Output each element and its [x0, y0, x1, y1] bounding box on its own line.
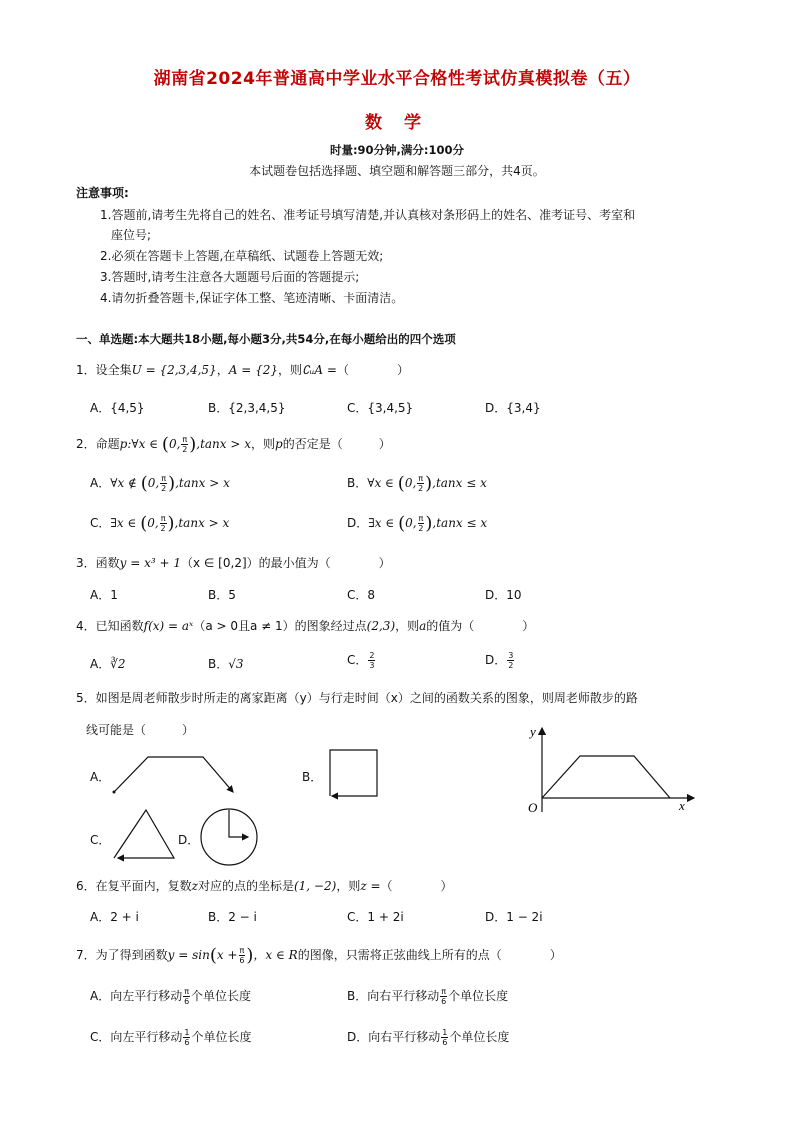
fraction — [181, 435, 188, 454]
exam-intro: 本试题卷包括选择题、填空题和解答题三部分，共4页。 — [249, 164, 545, 178]
q4-tail: 的值为（ ） — [426, 619, 535, 633]
right-paren: ) — [425, 473, 433, 494]
frac-num: π — [418, 474, 424, 483]
frac-num: π — [160, 514, 166, 523]
q7-stem: 7．为了得到函数 — [76, 948, 168, 962]
option-pre: ∃x ∈ — [368, 516, 395, 530]
right-paren: ) — [189, 434, 197, 455]
q7-tail: 的图像，只需将正弦曲线上所有的点（ ） — [297, 948, 562, 962]
q3-option-d[interactable]: D．10 — [485, 588, 522, 602]
left-paren: ( — [140, 513, 148, 534]
q1-stem: 1．设全集 — [76, 363, 132, 377]
q2-tail: 的否定是（ ） — [282, 437, 391, 451]
q1-option-a[interactable]: A．{4,5} — [90, 401, 145, 415]
origin-label: O — [528, 800, 538, 815]
q1-complement: ∁ᵤA = — [302, 363, 337, 377]
option-label: B． — [208, 657, 229, 671]
q4-point: (2,3) — [366, 619, 396, 633]
frac-num: 1 — [184, 1028, 190, 1037]
fraction — [507, 651, 514, 670]
q4-cond: （a > 0且a ≠ 1）的图象经过点 — [193, 619, 367, 633]
question-7 — [76, 945, 562, 966]
q4-stem: 4．已知函数 — [76, 619, 144, 633]
frac-num: π — [184, 987, 190, 996]
q2-p: p — [275, 437, 283, 451]
frac-den: 2 — [418, 524, 424, 533]
fraction — [368, 651, 375, 670]
q5-option-a-label[interactable]: A． — [90, 770, 111, 784]
right-paren: ) — [425, 513, 433, 534]
q7-func: y = sin — [167, 948, 210, 962]
q1-set-a: A = {2} — [228, 363, 278, 377]
option-unit: 个单位长度 — [448, 989, 509, 1003]
q5-option-a-figure[interactable] — [108, 752, 248, 802]
question-6 — [76, 877, 453, 894]
option-post: ,tanx ≤ x — [432, 476, 487, 490]
frac-den: 6 — [441, 997, 447, 1006]
q4-option-d[interactable] — [485, 651, 515, 670]
option-label: A． — [90, 657, 111, 671]
q5-option-c-label[interactable]: C． — [90, 833, 111, 847]
frac-den: 2 — [161, 484, 167, 493]
q6-z: z — [191, 879, 198, 893]
option-pre: ∀x ∉ — [110, 476, 137, 490]
q6-stem: 6．在复平面内，复数 — [76, 879, 192, 893]
y-axis-label: y — [530, 724, 536, 739]
frac-num: π — [161, 474, 167, 483]
frac-den: 2 — [182, 445, 188, 454]
start-dot — [113, 791, 116, 794]
right-paren: ) — [168, 473, 176, 494]
frac-den: 6 — [239, 956, 245, 965]
q1-sep: ， — [216, 363, 229, 377]
q4-then: ，则 — [395, 619, 420, 633]
q3-tail: （x ∈ [0,2]）的最小值为（ ） — [181, 556, 391, 570]
right-paren: ) — [167, 513, 175, 534]
route-path — [114, 757, 233, 792]
q6-point: (1, −2) — [293, 879, 337, 893]
q1-option-c[interactable]: C．{3,4,5} — [347, 401, 414, 415]
option-label: D． — [485, 653, 507, 667]
option-unit: 个单位长度 — [191, 1030, 252, 1044]
question-3 — [76, 554, 391, 571]
notes-heading: 注意事项: — [76, 186, 129, 200]
fraction — [440, 987, 447, 1006]
q6-option-b[interactable]: B．2 − i — [208, 910, 257, 924]
left-paren: ( — [161, 434, 169, 455]
frac-den: 6 — [442, 1038, 448, 1047]
zero: 0, — [404, 476, 417, 490]
q1-option-b[interactable]: B．{2,3,4,5} — [208, 401, 286, 415]
q3-option-c[interactable]: C．8 — [347, 588, 376, 602]
option-label: D．向右平行移动 — [347, 1030, 441, 1044]
note-item: 座位号; — [111, 228, 152, 242]
right-paren: ) — [246, 945, 254, 966]
frac-num: 3 — [508, 651, 514, 660]
option-pre: ∀x ∈ — [367, 476, 394, 490]
frac-num: π — [182, 435, 188, 444]
q2-zero: 0, — [168, 437, 181, 451]
route-path — [330, 750, 377, 796]
zero: 0, — [147, 476, 160, 490]
q5-option-c-figure[interactable] — [108, 806, 178, 864]
q6-option-a[interactable]: A．2 + i — [90, 910, 139, 924]
zero: 0, — [147, 516, 159, 530]
option-value: ∛2 — [110, 657, 126, 671]
q4-option-b[interactable] — [208, 655, 244, 672]
q2-option-a[interactable] — [90, 473, 230, 494]
frac-num: π — [418, 514, 424, 523]
fraction — [418, 514, 425, 533]
left-paren: ( — [397, 473, 405, 494]
subject-title: 数 学 — [365, 113, 429, 133]
frac-num: π — [239, 946, 245, 955]
time-score: 时量:90分钟,满分:100分 — [329, 143, 465, 157]
question-5-line2: 线可能是（ ） — [86, 723, 195, 737]
fraction — [183, 987, 190, 1006]
q7-domain: ，x ∈ R — [253, 948, 298, 962]
q2-stem: 2．命题 — [76, 437, 120, 451]
q2-option-d[interactable] — [347, 513, 487, 534]
q4-a: a — [419, 619, 427, 633]
q3-stem: 3．函数 — [76, 556, 120, 570]
option-label: C． — [347, 653, 368, 667]
fraction — [239, 946, 246, 965]
q2-prop: p:∀x ∈ — [119, 437, 159, 451]
option-label: D． — [347, 516, 369, 530]
q4-option-c[interactable] — [347, 651, 376, 670]
q3-option-b[interactable]: B．5 — [208, 588, 236, 602]
note-item: 4.请勿折叠答题卡,保证字体工整、笔迹清晰、卡面清洁。 — [100, 291, 404, 305]
fraction — [417, 474, 424, 493]
q6-mid: 对应的点的坐标是 — [197, 879, 294, 893]
q7-x: x + — [216, 948, 238, 962]
fraction — [183, 1028, 190, 1047]
question-1 — [76, 361, 409, 378]
q6-tail: （ ） — [380, 879, 453, 893]
question-4 — [76, 617, 534, 634]
q5-option-d-figure[interactable] — [198, 806, 264, 868]
option-unit: 个单位长度 — [449, 1030, 510, 1044]
q1-blank: （ ） — [336, 363, 409, 377]
x-axis-label: x — [679, 798, 685, 813]
option-label: A． — [90, 476, 111, 490]
frac-den: 3 — [369, 661, 375, 670]
fraction — [160, 514, 167, 533]
q1-option-d[interactable]: D．{3,4} — [485, 401, 541, 415]
note-item: 2.必须在答题卡上答题,在草稿纸、试题卷上答题无效; — [100, 249, 384, 263]
frac-den: 2 — [508, 661, 514, 670]
q5-option-d-label[interactable]: D． — [178, 833, 200, 847]
q4-func: f(x) = aˣ — [143, 619, 194, 633]
frac-num: 1 — [442, 1028, 448, 1037]
zero: 0, — [405, 516, 417, 530]
frac-num: 2 — [369, 651, 375, 660]
q7-option-a[interactable] — [90, 987, 251, 1006]
graph-curve — [542, 756, 670, 798]
fraction — [160, 474, 167, 493]
q4-option-a[interactable] — [90, 655, 126, 672]
option-label: C．向左平行移动 — [90, 1030, 183, 1044]
q6-zeq: z = — [360, 879, 381, 893]
q7-option-b[interactable] — [347, 987, 508, 1006]
left-paren: ( — [209, 945, 217, 966]
option-value: √3 — [228, 657, 244, 671]
route-path — [114, 810, 174, 858]
option-label: B．向右平行移动 — [347, 989, 440, 1003]
q6-then: ，则 — [336, 879, 361, 893]
frac-den: 6 — [184, 1038, 190, 1047]
q7-option-d[interactable] — [347, 1028, 509, 1047]
option-unit: 个单位长度 — [191, 989, 252, 1003]
q6-option-d[interactable]: D．1 − 2i — [485, 910, 543, 924]
q2-option-b[interactable] — [347, 473, 487, 494]
q3-func: y = x³ + 1 — [119, 556, 181, 570]
q5-option-b-label[interactable]: B． — [302, 770, 323, 784]
frac-den: 2 — [418, 484, 424, 493]
q1-then: ，则 — [277, 363, 302, 377]
question-5-line1: 5．如图是周老师散步时所走的离家距离（y）与行走时间（x）之间的函数关系的图象，则周老师散步的路 — [76, 691, 638, 705]
fraction — [441, 1028, 448, 1047]
q3-option-a[interactable]: A．1 — [90, 588, 118, 602]
q6-option-c[interactable]: C．1 + 2i — [347, 910, 404, 924]
frac-den: 6 — [184, 997, 190, 1006]
option-label: A．向左平行移动 — [90, 989, 183, 1003]
frac-num: π — [441, 987, 447, 996]
q7-option-c[interactable] — [90, 1028, 252, 1047]
note-item: 3.答题时,请考生注意各大题题号后面的答题提示; — [100, 270, 360, 284]
q5-option-b-figure[interactable] — [322, 746, 382, 802]
option-post: ,tanx > x — [175, 476, 230, 490]
option-pre: ∃x ∈ — [110, 516, 137, 530]
option-post: ,tanx > x — [174, 516, 230, 530]
q2-then: ，则 — [251, 437, 276, 451]
frac-den: 2 — [160, 524, 166, 533]
option-post: ,tanx ≤ x — [432, 516, 488, 530]
q2-cond: ,tanx > x — [196, 437, 251, 451]
q1-set-u: U = {2,3,4,5} — [131, 363, 217, 377]
option-label: B． — [347, 476, 368, 490]
question-2 — [76, 434, 391, 455]
q2-option-c[interactable] — [90, 513, 229, 534]
q5-distance-time-graph — [522, 722, 702, 816]
option-label: C． — [90, 516, 111, 530]
left-paren: ( — [140, 473, 148, 494]
note-item: 1.答题前,请考生先将自己的姓名、准考证号填写清楚,并认真核对条形码上的姓名、准考证号、考室和 — [100, 208, 636, 222]
section-heading: 一、单选题:本大题共18小题,每小题3分,共54分,在每小题给出的四个选项 — [76, 332, 456, 346]
exam-title: 湖南省2024年普通高中学业水平合格性考试仿真模拟卷（五） — [153, 69, 641, 89]
left-paren: ( — [398, 513, 406, 534]
